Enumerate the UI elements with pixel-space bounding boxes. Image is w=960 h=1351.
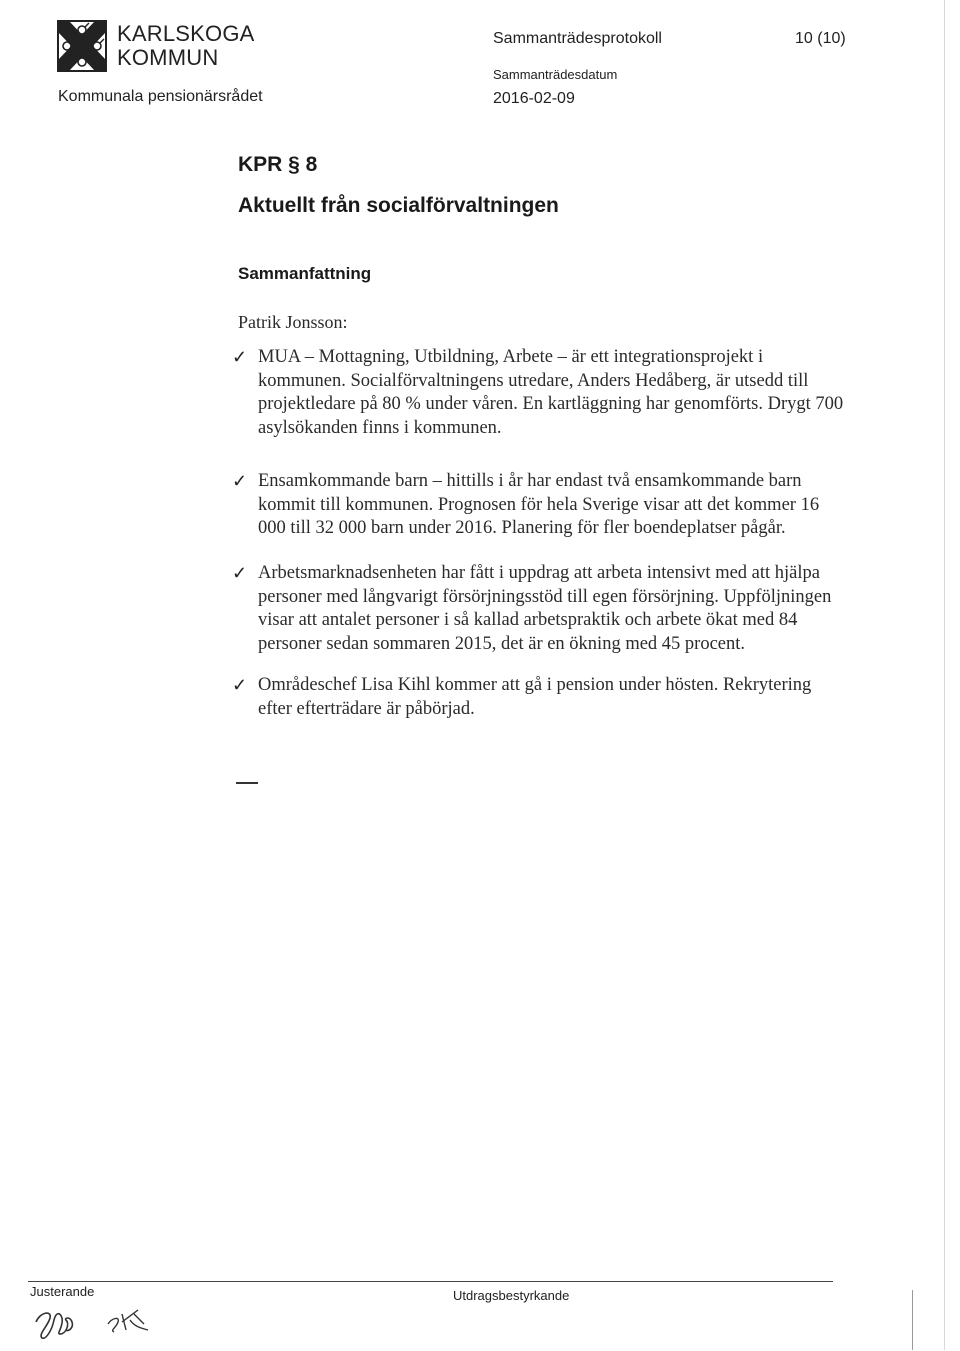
scan-edge (944, 0, 945, 1350)
karlskoga-coat-of-arms-icon (57, 20, 107, 72)
handwritten-signature-initials (30, 1300, 180, 1346)
org-name-line1: KARLSKOGA (117, 21, 255, 46)
section-number: KPR § 8 (238, 153, 318, 176)
checkmark-icon: ✓ (232, 471, 248, 491)
page-number: 10 (10) (795, 30, 846, 47)
bullet-text: Ensamkommande barn – hittills i år har endast två ensamkommande barn kommit till kommunen. Prognosen för hela Sverige visar att det kommer 16 000 till 32 000 barn under 2016. Planering för fler boendeplatser pågår. (258, 471, 820, 538)
checkmark-icon: ✓ (232, 563, 248, 583)
bullet-text: Arbetsmarknadsenheten har fått i uppdrag att arbeta intensivt med att hjälpa personer med långvarigt försörjningsstöd till egen försörjning. Uppföljningen visar att antalet personer i så kallad arbetspraktik och arbete ökat med 84 personer sedan sommaren 2015, det är en ökning med 45 procent. (258, 563, 832, 654)
meeting-date: 2016-02-09 (493, 90, 575, 107)
meeting-date-label: Sammanträdesdatum (493, 67, 618, 82)
scan-edge (912, 1290, 913, 1350)
department-name: Kommunala pensionärsrådet (58, 88, 263, 105)
utdragsbestyrkande-label: Utdragsbestyrkande (453, 1288, 570, 1303)
checkmark-icon: ✓ (232, 347, 248, 367)
checkmark-icon: ✓ (232, 675, 248, 695)
bullet-text: Områdeschef Lisa Kihl kommer att gå i pension under hösten. Rekrytering efter efterträdare är påbörjad. (258, 675, 812, 719)
footer-divider (28, 1281, 833, 1282)
summary-heading: Sammanfattning (238, 264, 372, 283)
speaker-name: Patrik Jonsson: (238, 312, 348, 332)
org-name-line2: KOMMUN (117, 45, 219, 70)
document-type: Sammanträdesprotokoll (493, 30, 662, 47)
bullet-text: MUA – Mottagning, Utbildning, Arbete – är ett integrationsprojekt i kommunen. Socialförvaltningens utredare, Anders Hedåberg, är utsedd till projektledare på 80 % under våren. En kartläggning har genomförts. Drygt 700 asylsökanden finns i kommunen. (258, 347, 844, 438)
section-title: Aktuellt från socialförvaltningen (238, 194, 559, 217)
end-divider (236, 782, 258, 784)
justerande-label: Justerande (30, 1284, 95, 1299)
